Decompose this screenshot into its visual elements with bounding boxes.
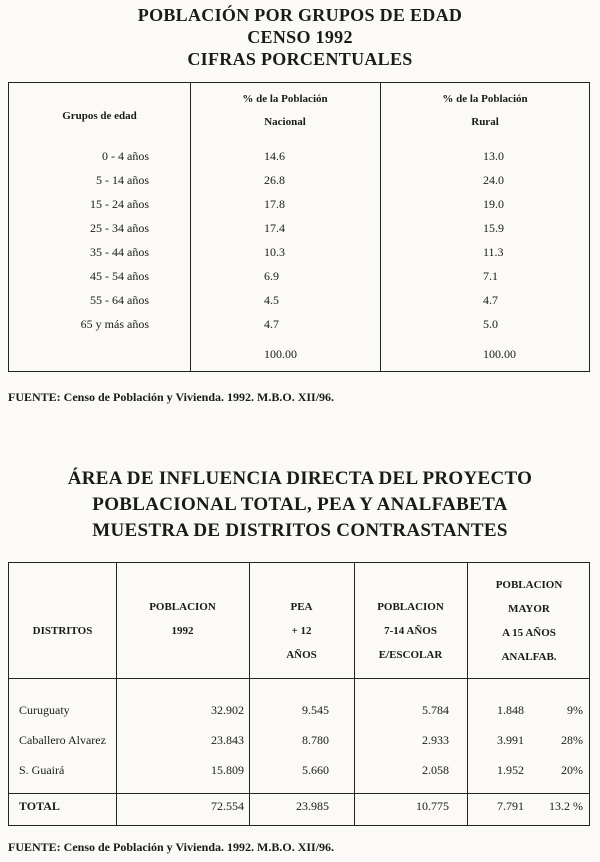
table-row <box>9 245 589 269</box>
header-escolar <box>354 595 467 667</box>
table-row <box>9 763 589 787</box>
population-total: 72.554 <box>211 799 244 813</box>
header-national-line: Nacional <box>264 116 306 128</box>
rural-cell: 4.7 <box>483 293 498 307</box>
table2-title-line: POBLACIONAL TOTAL, PEA Y ANALFABETA <box>92 494 508 515</box>
table-row <box>9 173 589 197</box>
table-row <box>9 703 589 727</box>
national-cell: 6.9 <box>264 269 279 283</box>
header-line: 1992 <box>171 625 194 637</box>
table1-source: FUENTE: Censo de Población y Vivienda. 1992. M.B.O. XII/96. <box>8 390 335 404</box>
school-pop-cell: 2.933 <box>422 733 449 747</box>
table-row <box>9 221 589 245</box>
national-cell: 26.8 <box>264 173 285 187</box>
table-row <box>9 197 589 221</box>
age-cell: 0 - 4 años <box>102 149 149 163</box>
age-cell: 55 - 64 años <box>90 293 149 307</box>
national-cell: 4.7 <box>264 317 279 331</box>
age-cell: 45 - 54 años <box>90 269 149 283</box>
table-row <box>9 293 589 317</box>
pea-cell: 8.780 <box>302 733 329 747</box>
pea-total: 23.985 <box>296 799 329 813</box>
header-distritos: DISTRITOS <box>32 625 93 637</box>
header-line: PEA <box>290 601 313 613</box>
header-national <box>190 91 380 131</box>
table2-title-line: ÁREA DE INFLUENCIA DIRECTA DEL PROYECTO <box>67 468 533 489</box>
header-divider <box>9 678 589 679</box>
total-label: TOTAL <box>19 799 60 813</box>
age-cell: 35 - 44 años <box>90 245 149 259</box>
total-divider <box>9 793 589 794</box>
header-line: 7-14 AÑOS <box>384 625 437 637</box>
population-cell: 32.902 <box>211 703 244 717</box>
illiterate-total: 7.791 <box>497 799 524 813</box>
school-pop-cell: 2.058 <box>422 763 449 777</box>
header-line: A 15 AÑOS <box>502 627 556 639</box>
header-rural-line: % de la Población <box>442 93 528 105</box>
illiterate-cell: 1.952 <box>497 763 524 777</box>
header-rural <box>380 91 590 131</box>
rural-cell: 19.0 <box>483 197 504 211</box>
header-line: POBLACION <box>149 601 216 613</box>
rural-cell: 13.0 <box>483 149 504 163</box>
districts-table <box>8 562 590 826</box>
rural-cell: 11.3 <box>483 245 504 259</box>
table-row <box>9 269 589 293</box>
header-line: MAYOR <box>508 603 550 615</box>
population-cell: 23.843 <box>211 733 244 747</box>
rural-cell: 7.1 <box>483 269 498 283</box>
illiterate-pct-total: 13.2 % <box>549 799 583 813</box>
national-cell: 10.3 <box>264 245 285 259</box>
rural-cell: 15.9 <box>483 221 504 235</box>
illiterate-cell: 1.848 <box>497 703 524 717</box>
total-row <box>9 799 589 823</box>
table-row <box>9 149 589 173</box>
header-line: POBLACION <box>495 579 563 591</box>
table-row <box>9 317 589 341</box>
age-cell: 5 - 14 años <box>96 173 149 187</box>
illiterate-cell: 3.991 <box>497 733 524 747</box>
illiterate-pct-cell: 28% <box>561 733 583 747</box>
header-line: POBLACION <box>377 601 444 613</box>
table2-title <box>0 466 600 544</box>
district-name: S. Guairá <box>19 763 65 777</box>
national-cell: 17.4 <box>264 221 285 235</box>
header-line: E/ESCOLAR <box>378 649 443 661</box>
population-cell: 15.809 <box>211 763 244 777</box>
pea-cell: 5.660 <box>302 763 329 777</box>
table1-title <box>0 4 600 70</box>
rural-cell: 5.0 <box>483 317 498 331</box>
header-national-line: % de la Población <box>242 93 328 105</box>
table1-title-line: CENSO 1992 <box>247 27 353 47</box>
header-analfabeta <box>467 573 591 669</box>
national-cell: 14.6 <box>264 149 285 163</box>
table-row <box>9 733 589 757</box>
header-line: ANALFAB. <box>501 651 557 663</box>
school-pop-cell: 5.784 <box>422 703 449 717</box>
rural-cell: 24.0 <box>483 173 504 187</box>
table1-title-line: POBLACIÓN POR GRUPOS DE EDAD <box>137 5 463 25</box>
national-cell: 4.5 <box>264 293 279 307</box>
table1-title-line: CIFRAS PORCENTUALES <box>187 49 413 69</box>
header-pea <box>249 595 354 667</box>
header-line: + 12 <box>291 625 312 637</box>
district-name: Curuguaty <box>19 703 70 717</box>
table2-source: FUENTE: Censo de Población y Vivienda. 1992. M.B.O. XII/96. <box>8 840 335 854</box>
school-pop-total: 10.775 <box>416 799 449 813</box>
national-cell: 17.8 <box>264 197 285 211</box>
age-cell: 25 - 34 años <box>90 221 149 235</box>
age-cell: 65 y más años <box>80 317 149 331</box>
header-line: AÑOS <box>286 649 317 661</box>
age-group-table <box>8 82 590 372</box>
header-rural-line: Rural <box>471 116 499 128</box>
illiterate-pct-cell: 9% <box>567 703 583 717</box>
table2-title-line: MUESTRA DE DISTRITOS CONTRASTANTES <box>92 520 508 541</box>
district-name: Caballero Alvarez <box>19 733 106 747</box>
rural-total: 100.00 <box>483 347 516 361</box>
national-total: 100.00 <box>264 347 297 361</box>
header-age-groups: Grupos de edad <box>62 110 137 122</box>
illiterate-pct-cell: 20% <box>561 763 583 777</box>
age-cell: 15 - 24 años <box>90 197 149 211</box>
header-poblacion-1992 <box>116 595 249 643</box>
pea-cell: 9.545 <box>302 703 329 717</box>
totals-row <box>9 347 589 371</box>
